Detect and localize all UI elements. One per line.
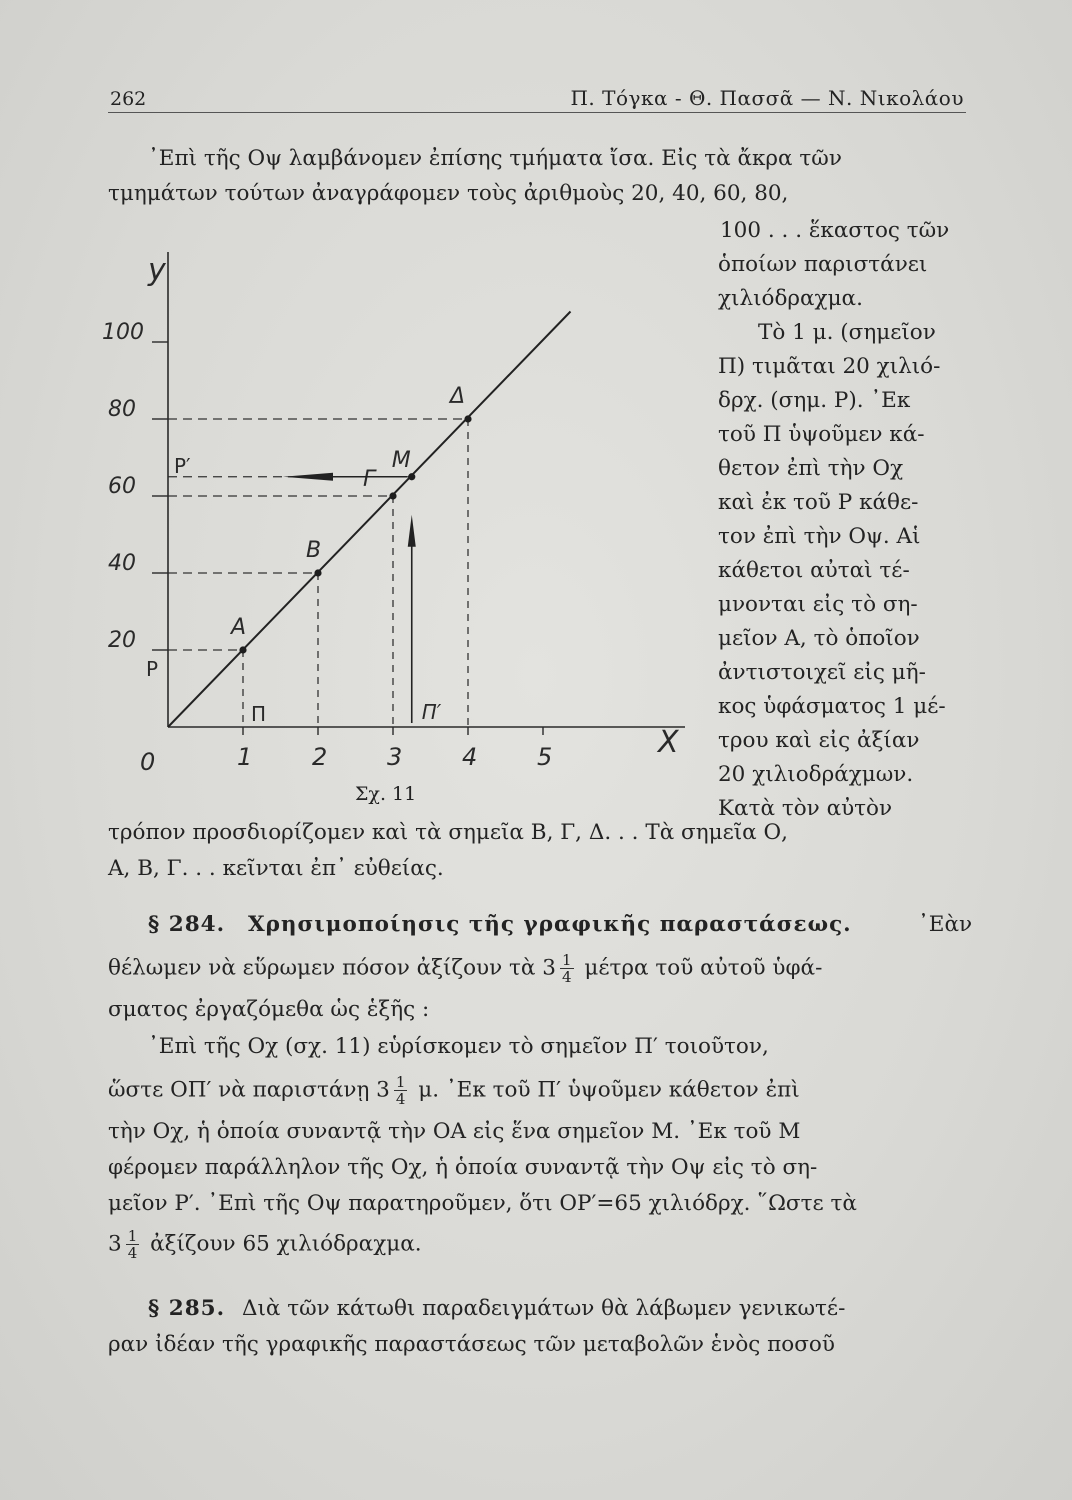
fraction-numerator: 1	[127, 1227, 138, 1245]
point-label: A	[231, 615, 247, 640]
page-number: 262	[110, 88, 147, 110]
point-G	[389, 492, 396, 499]
s284-line5-a: ὥστε ΟΠ′ νὰ παριστάνῃ 3	[108, 1077, 390, 1103]
side-text-line: τον ἐπὶ τὴν Οψ. Αἱ	[718, 524, 921, 549]
fraction-denominator: 4	[395, 1090, 406, 1108]
side-text-line: τρου καὶ εἰς ἀξίαν	[718, 728, 920, 753]
value-line	[168, 312, 571, 728]
s284-line9-a: 3	[108, 1231, 122, 1257]
s284-line2	[108, 952, 822, 985]
label-Pi: Π	[251, 702, 267, 726]
figure-11	[102, 230, 700, 790]
point-label: Γ	[363, 467, 376, 492]
arrow-left-icon	[283, 473, 333, 481]
y-tick-label: 40	[108, 551, 136, 576]
x-axis-label: X	[658, 725, 679, 760]
y-tick-label: 20	[108, 628, 136, 653]
point-B	[314, 569, 321, 576]
construction-arrows	[283, 473, 416, 723]
side-text-line: μνονται εἰς τὸ ση-	[718, 592, 918, 617]
section-284-heading	[148, 912, 852, 937]
chart-points	[229, 384, 472, 654]
s284-line7: φέρομεν παράλληλον τῆς Οχ, ἡ ὁποία συναντᾷ τὴν Οψ εἰς τὸ ση-	[108, 1155, 818, 1180]
fraction-quarter	[126, 1228, 140, 1261]
origin-label: 0	[140, 748, 156, 776]
header-rule	[108, 112, 966, 113]
intro-line-2: τμημάτων τούτων ἀναγράφομεν τοὺς ἀριθμοὺς 20, 40, 60, 80,	[108, 181, 789, 206]
point-label: Δ	[450, 384, 466, 409]
s284-line4: ᾿Επὶ τῆς Οχ (σχ. 11) εὑρίσκομεν τὸ σημεῖον Π′ τοιοῦτον,	[148, 1034, 769, 1059]
axis-tick-labels	[102, 320, 552, 771]
after-figure-line-2: Α, Β, Γ. . . κεῖνται ἐπ᾿ εὐθείας.	[108, 856, 444, 881]
s285-line1	[148, 1296, 845, 1321]
point-M	[408, 473, 415, 480]
s285-line2: ραν ἰδέαν τῆς γραφικῆς παραστάσεως τῶν μεταβολῶν ἑνὸς ποσοῦ	[108, 1332, 835, 1357]
side-text-line: κάθετοι αὐταὶ τέ-	[718, 558, 910, 583]
x-tick-label: 3	[387, 743, 403, 771]
fraction-numerator: 1	[561, 951, 572, 969]
intro-line-1: ᾿Επὶ τῆς Οψ λαμβάνομεν ἐπίσης τμήματα ἴσα. Εἰς τὰ ἄκρα τῶν	[148, 146, 842, 171]
figure-caption: Σχ. 11	[355, 783, 417, 805]
point-A	[239, 646, 246, 653]
side-text-line: ἀντιστοιχεῖ εἰς μῆ-	[718, 660, 926, 685]
fraction-denominator: 4	[127, 1244, 138, 1262]
s284-line9	[108, 1228, 422, 1261]
y-tick-label: 60	[108, 474, 136, 499]
s284-line2-b: μέτρα τοῦ αὐτοῦ ὑφά-	[584, 955, 823, 981]
side-text-line: Τὸ 1 μ. (σημεῖον	[758, 320, 936, 345]
side-text-line: θετον ἐπὶ τὴν Οχ	[718, 456, 904, 481]
x-tick-label: 2	[312, 743, 328, 771]
side-text-line: δρχ. (σημ. Ρ). ᾿Εκ	[718, 388, 911, 413]
arrow-up-icon	[408, 515, 416, 547]
side-text-line: χιλιόδραχμα.	[718, 286, 863, 311]
side-text-line: 100 . . . ἕκαστος τῶν	[720, 218, 950, 243]
section-284-number: § 284.	[148, 912, 226, 937]
y-axis-label: y	[148, 253, 166, 288]
s284-line2-a: θέλωμεν νὰ εὕρωμεν πόσον ἀξίζουν τὰ 3	[108, 955, 556, 981]
side-text-line: Κατὰ τὸν αὐτὸν	[718, 796, 893, 821]
s284-line8: μεῖον Ρ′. ᾿Επὶ τῆς Οψ παρατηροῦμεν, ὅτι ΟΡ′=65 χιλιόδρχ. ῞Ωστε τὰ	[108, 1191, 857, 1216]
after-figure-line-1: τρόπον προσδιορίζομεν καὶ τὰ σημεῖα Β, Γ, Δ. . . Τὰ σημεῖα Ο,	[108, 820, 788, 845]
side-text-line: 20 χιλιοδράχμων.	[718, 762, 914, 787]
side-text-line: κος ὑφάσματος 1 μέ-	[718, 694, 946, 719]
side-text-line: καὶ ἐκ τοῦ Ρ κάθε-	[718, 490, 919, 515]
fraction-denominator: 4	[561, 968, 572, 986]
label-Pi-prime: Π′	[421, 700, 442, 724]
side-text-line: τοῦ Π ὑψοῦμεν κά-	[718, 422, 925, 447]
s285-line1-text: Διὰ τῶν κάτωθι παραδειγμάτων θὰ λάβωμεν γενικωτέ-	[241, 1296, 846, 1321]
label-P: P	[146, 657, 159, 681]
s284-line5	[108, 1074, 800, 1107]
section-284-title: Χρησιμοποίησις τῆς γραφικῆς παραστάσεως.	[247, 912, 852, 937]
fraction-quarter	[560, 952, 574, 985]
label-P-prime: P′	[174, 453, 191, 478]
side-text-line: ὁποίων παριστάνει	[718, 252, 928, 277]
s284-line9-b: ἀξίζουν 65 χιλιόδραχμα.	[150, 1231, 422, 1257]
fraction-quarter	[394, 1074, 408, 1107]
s284-line5-b: μ. ᾿Εκ τοῦ Π′ ὑψοῦμεν κάθετον ἐπὶ	[418, 1077, 800, 1103]
running-header-authors: Π. Τόγκα - Θ. Πασσᾶ — Ν. Νικολάου	[570, 86, 964, 110]
side-text-line: μεῖον Α, τὸ ὁποῖον	[718, 626, 920, 651]
y-tick-label: 100	[102, 320, 144, 345]
y-tick-label: 80	[108, 397, 136, 422]
s284-line6: τὴν Οχ, ἡ ὁποία συναντᾷ τὴν ΟΑ εἰς ἕνα σημεῖον Μ. ᾿Εκ τοῦ Μ	[108, 1119, 801, 1144]
point-label: M	[391, 447, 411, 473]
side-text-line: Π) τιμᾶται 20 χιλιό-	[718, 354, 941, 379]
fraction-numerator: 1	[395, 1073, 406, 1091]
point-label: B	[306, 538, 322, 563]
x-tick-label: 1	[237, 743, 253, 771]
section-285-number: § 285.	[148, 1296, 226, 1321]
point-D	[464, 415, 471, 422]
s284-line1-end: ᾿Εὰν	[918, 912, 973, 937]
s284-line3: σματος ἐργαζόμεθα ὡς ἑξῆς :	[108, 997, 430, 1022]
x-tick-label: 5	[537, 743, 553, 771]
x-tick-label: 4	[462, 743, 478, 771]
